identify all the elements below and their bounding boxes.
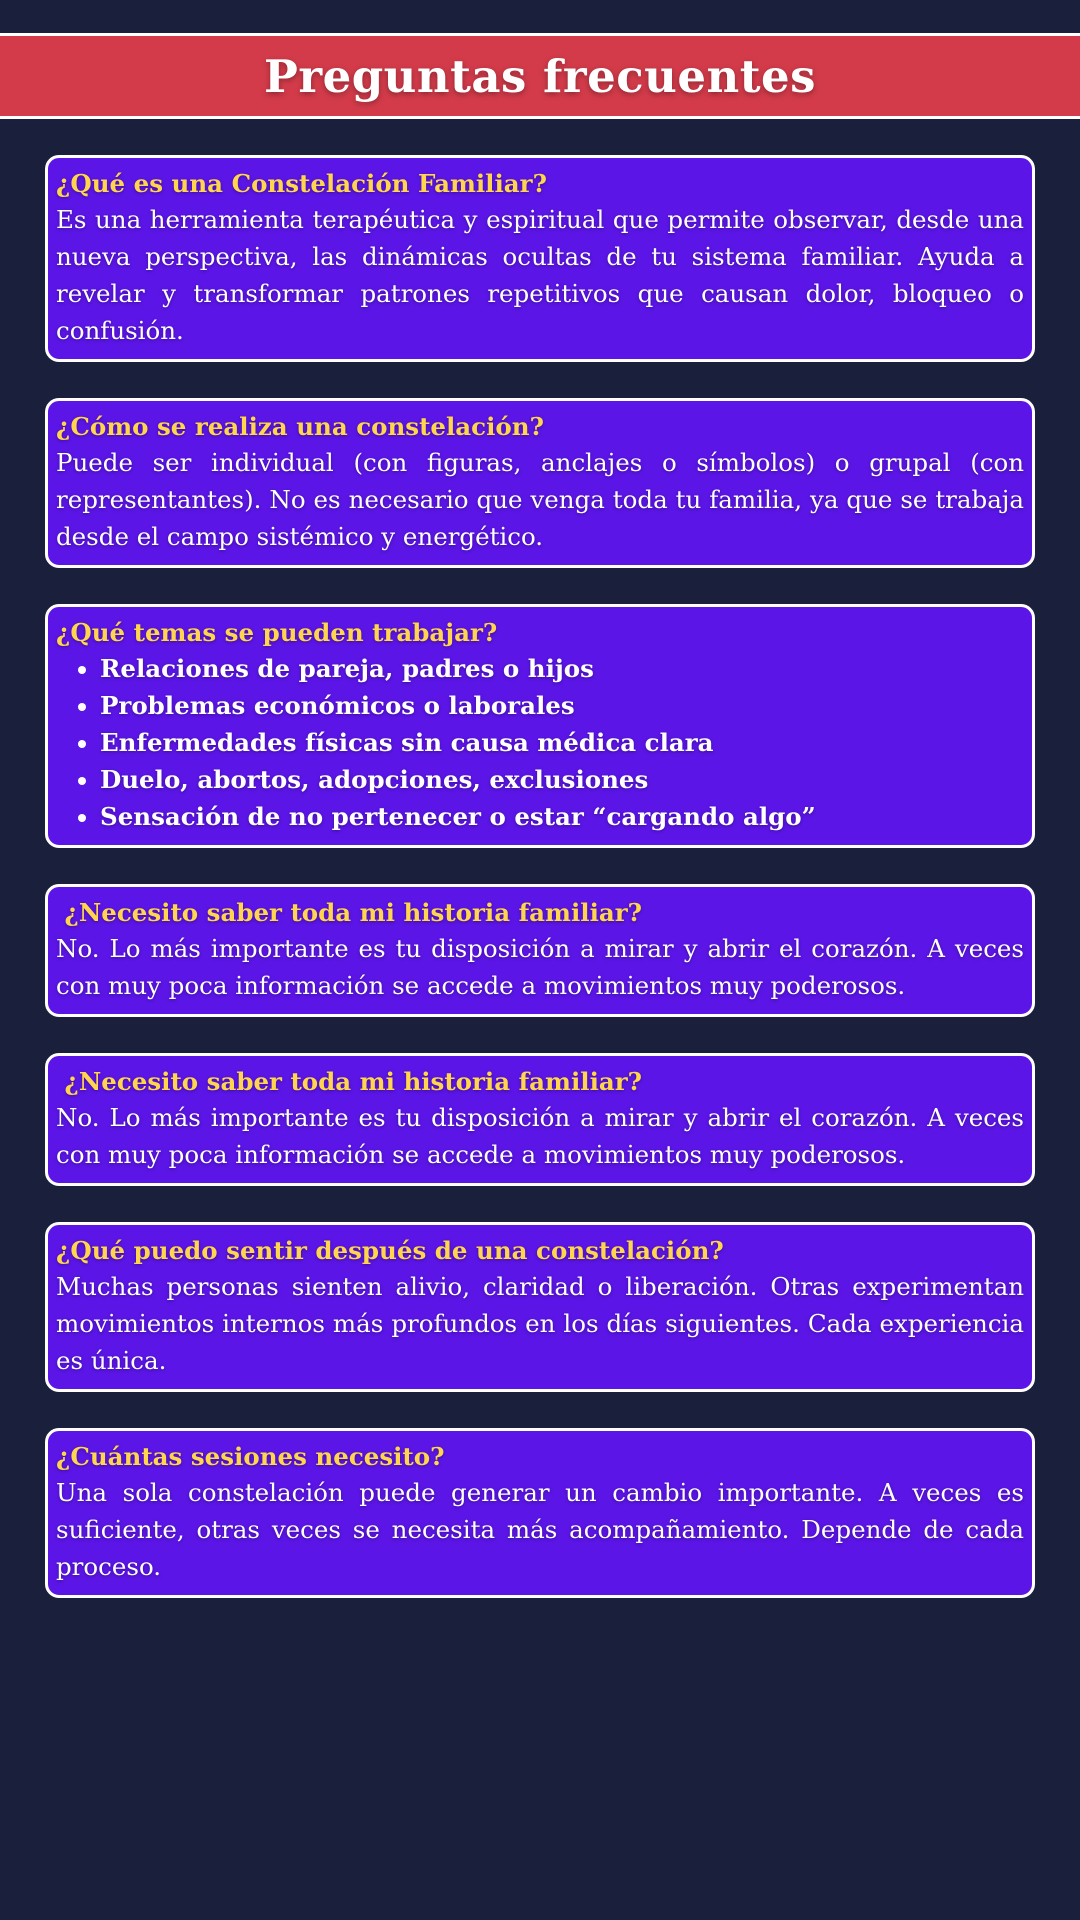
faq-answer: Una sola constelación puede generar un cambio importante. A veces es suficiente, otras veces se necesita más acompañamiento. Depende de cada proceso. [56, 1478, 1024, 1581]
list-item: • Enfermedades físicas sin causa médica clara [100, 724, 1024, 761]
faq-question: ¿Qué temas se pueden trabajar? [56, 618, 498, 647]
faq-answer: Muchas personas sienten alivio, claridad o liberación. Otras experimentan movimientos internos más profundos en los días siguientes. Cada experiencia es única. [56, 1272, 1024, 1375]
faq-card-topics [45, 604, 1035, 848]
faq-list [45, 155, 1035, 1634]
list-item: • Sensación de no pertenecer o estar “cargando algo” [100, 798, 1024, 835]
faq-card-what-is [45, 155, 1035, 362]
list-item: • Problemas económicos o laborales [100, 687, 1024, 724]
list-item: • Relaciones de pareja, padres o hijos [100, 650, 1024, 687]
faq-question: ¿Qué puedo sentir después de una constelación? [56, 1236, 724, 1265]
faq-question: ¿Qué es una Constelación Familiar? [56, 169, 547, 198]
faq-question: ¿Cuántas sesiones necesito? [56, 1442, 445, 1471]
topics-list [56, 650, 1024, 835]
faq-card-sessions [45, 1428, 1035, 1598]
faq-question: ¿Cómo se realiza una constelación? [56, 412, 544, 441]
list-item: • Duelo, abortos, adopciones, exclusiones [100, 761, 1024, 798]
faq-card-history [45, 884, 1035, 1017]
faq-answer: No. Lo más importante es tu disposición a mirar y abrir el corazón. A veces con muy poca información se accede a movimientos muy poderosos. [56, 934, 1024, 1000]
faq-answer: Es una herramienta terapéutica y espiritual que permite observar, desde una nueva perspectiva, las dinámicas ocultas de tu sistema familiar. Ayuda a revelar y transformar patrones repetitivos que causan dolor, bloqueo o confusión. [56, 205, 1024, 345]
page-title: Preguntas frecuentes [264, 49, 816, 103]
faq-question: ¿Necesito saber toda mi historia familiar? [56, 1067, 643, 1096]
page-header [0, 33, 1080, 119]
faq-answer: Puede ser individual (con figuras, anclajes o símbolos) o grupal (con representantes). No es necesario que venga toda tu familia, ya que se trabaja desde el campo sistémico y energético. [56, 448, 1024, 551]
faq-card-feelings [45, 1222, 1035, 1392]
faq-card-how [45, 398, 1035, 568]
faq-card-history-duplicate [45, 1053, 1035, 1186]
faq-question: ¿Necesito saber toda mi historia familiar? [56, 898, 643, 927]
faq-answer: No. Lo más importante es tu disposición a mirar y abrir el corazón. A veces con muy poca información se accede a movimientos muy poderosos. [56, 1103, 1024, 1169]
